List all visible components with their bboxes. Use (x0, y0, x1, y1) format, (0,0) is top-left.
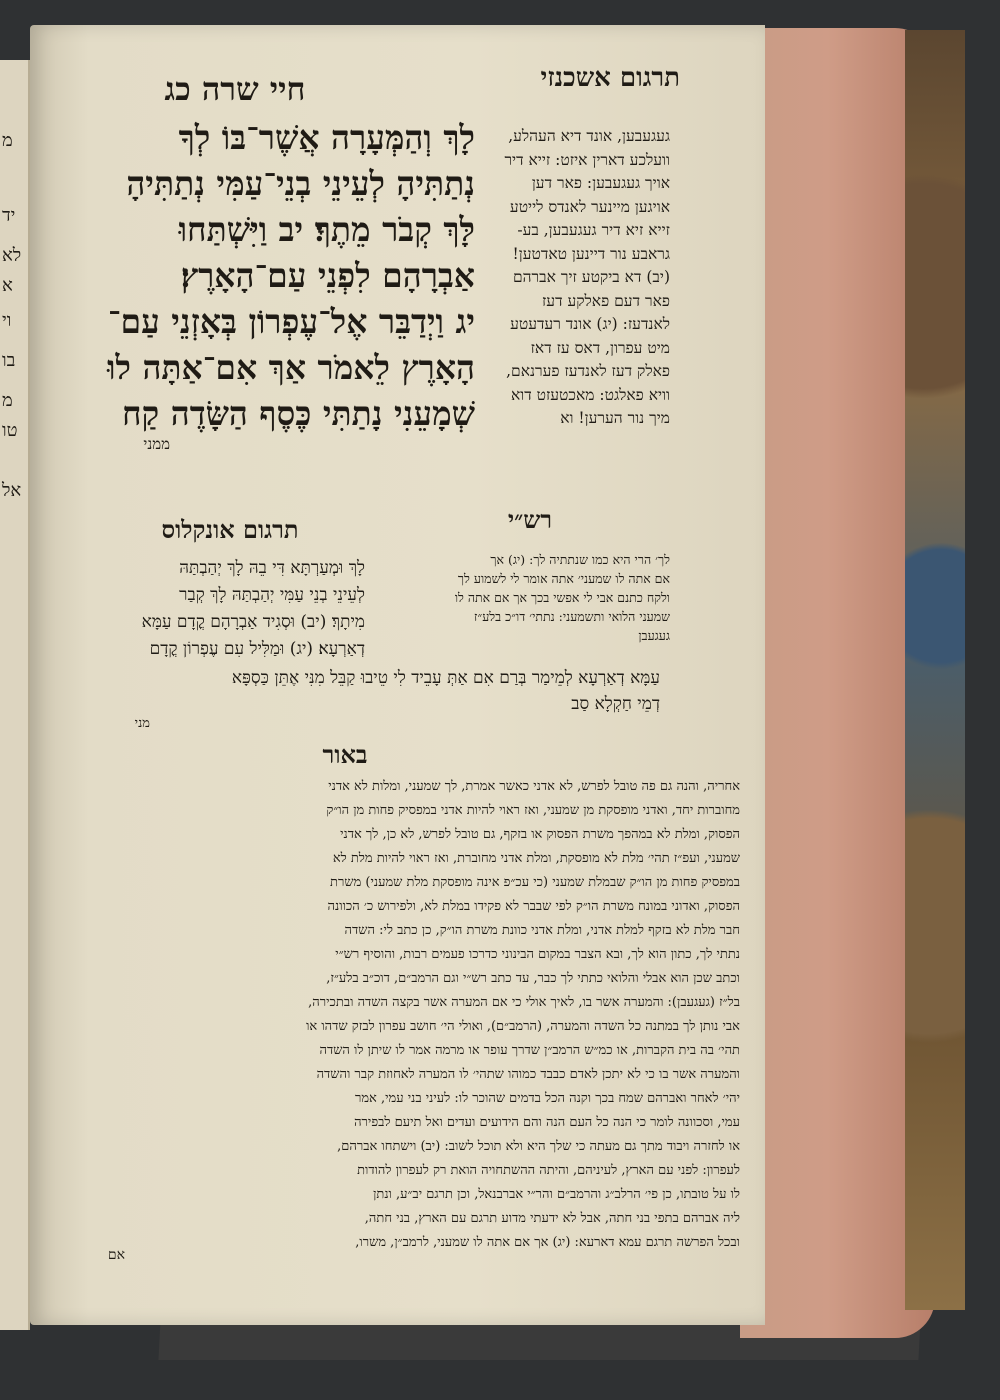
verse-line: הָאָרֶץ לֵאמֹר אַךְ אִם־אַתָּה לוּ (107, 348, 475, 387)
biur-line: ליה אברהם בתפי בני חתה, אבל לא ידעתי מדוע תרגם עם הארץ, בני חתה, (364, 1211, 740, 1226)
rashi-line: לך׳ הרי היא כמו שנתתיה לך: (יג) אך (490, 552, 670, 567)
biur-line: וכתב שכן הוא אבלי והלואי כתתי לך כבר, עד כתב רש״י וגם הרמב״ם, דוכ״ב בלע״ז, (326, 971, 740, 986)
marbled-cover-edge (905, 30, 965, 1310)
rashi-line: געגעבן (638, 628, 670, 643)
biur-line: יהי׳ לאחר ואברהם שמח בכך וקנה הכל בדמים שהוכר לו: לעיני בני עמי, אמר (354, 1091, 740, 1106)
biur-line: ובכל הפרשה תרגם עמא דארעא: (יג) אך אם אתה לו שמעני, לרמב״ן, משרו, (355, 1235, 740, 1250)
facing-page-glyph: מ (2, 130, 13, 151)
facing-page-glyph: טו (2, 420, 18, 441)
facing-page-glyph: וי (2, 310, 12, 331)
biur-line: תהי׳ בה בית הקברות, או כמ״ש הרמב״ן שדרך עופר או מרמה אמר לו שיתן לו השדה (319, 1043, 740, 1058)
translation-line: געגעבען, אונד דיא העהלע, (508, 127, 670, 145)
facing-page-glyph: מ (2, 390, 13, 411)
verse-main-text (45, 115, 475, 437)
biur-line: לעפרון: לפני עם הארץ, לעיניהם, והיתה ההשתחויה הואת רק לעפרון להודות (357, 1163, 740, 1178)
onkelos-line: מִיתָךְ׃ (יב) וּסְגִיד אַבְרָהָם קֳדָם עַמָּא (141, 612, 365, 632)
biur-line: נתתי לך, כתון הוא לך, ובא הצבר במקום הבינוני כדרכו פעמים רבות, והוסיף רש״י (335, 947, 740, 962)
facing-page-glyph: אל (2, 480, 22, 501)
onkelos-continuation (60, 665, 660, 717)
biur-line: הפסוק, ואדוני במונח משרת הו״ק לפי שבבר לא פקידו במלת לא, ולפירוש כ׳ הכוונה (327, 899, 740, 914)
translation-line: אויגען מיינער לאנדס לייטע (509, 197, 670, 216)
biur-line: או לחזרה ויבוד מתך גם מעתה כי שלך היא ולא תוכל לשוב: (יב) וישתחו אברהם, (337, 1139, 740, 1154)
biur-line: אבי נותן לך במתנה כל השדה והמערה, (הרמב״ם), ואולי הי׳ חושב עפרון לבזק שדהו או (306, 1019, 740, 1034)
verse-line: לָךְ וְהַמְּעָרָה אֲשֶׁר־בּוֹ לְךָ (178, 118, 475, 157)
biur-line: חבר מלת לא בזקף למלת אדני, ומלת אדני כוונת משרת הו״ק, כן כתב לי: השדה (344, 923, 740, 938)
verse-line: לָּךְ קְבֹר מֵתֶךָ׃ יב וַיִּשְׁתַּחוּ (178, 210, 475, 249)
translation-line: גראבע נור דיינען טאדטען! (512, 244, 670, 263)
onkelos-line: דְאַרְעָא׃ (יג) וּמַלִּיל עִם עֶפְרוֹן קֳדָם (149, 639, 365, 659)
biur-line: בל״ז (געגעבן): והמערה אשר בו, לאיך אולי כי אם המערה אשר בקצה השדה ובתכירה, (308, 995, 740, 1010)
biur-line: מחוברות יחד, ואדני מופסקת מן שמעני, ואז ראוי להיות אדני במפסיק פחות מן הו״ק (326, 803, 740, 818)
biur-line: במפסיק פחות מן הו״ק שבמלת שמעני (כי עכ״פ אינה מופסקת מלת שמעני) משרת (330, 875, 740, 890)
catchword-onkelos: מני (134, 716, 150, 731)
translation-line: וויא פאלגט: מאכטעזט דוא (510, 385, 670, 404)
biur-line: לו על טובתו, כן פי׳ הרלב״ג והרמב״ם והר״י אברבנאל, וכן תרגם יב״ע, ונתן (373, 1187, 740, 1202)
onkelos-line: לְעֵינֵי בְנֵי עַמִּי יְהַבְתַּהּ לָךְ קְבַר (179, 585, 365, 605)
verse-line: שְׁמָעֵנִי נָתַתִּי כֶּסֶף הַשָּׂדֶה קַח (122, 394, 475, 433)
facing-page-glyph: לא (2, 245, 22, 266)
rashi-column (370, 550, 670, 645)
onkelos-continuation-line: דְמֵי חַקְלָא סַב (571, 694, 660, 714)
rashi-line: ולקח כתנם אבי לי אפשי בכך אך אם אתה לו (454, 590, 670, 605)
onkelos-heading: תרגום אונקלוס (161, 515, 299, 544)
catchword-biur: אם (107, 1247, 125, 1263)
onkelos-continuation-line: עַמָּא דְאַרְעָא לְמֵימַר בְּרַם אִם אַתְּ עָבֵיד לִי טֵיבוּ קַבֵּל מִנִּי אֶתֵּן כַּסְפָּא (231, 668, 660, 688)
running-header-parasha: חיי שרה כג (164, 70, 306, 108)
biur-line: והמערה אשר בו כי לא יתכן לאדם כבבד כמוהו שתהי׳ לו המערה לאחוזת קבר והשדה (316, 1067, 740, 1082)
facing-page-glyph: בו (2, 350, 16, 371)
rashi-line: שמעני הלואי ותשמעני: נתתי׳ דו״כ בלע״ז (474, 609, 670, 624)
verse-line: אַבְרָהָם לִפְנֵי עַם־הָאָרֶץ׃ (180, 256, 475, 295)
catchword-main: ממני (143, 435, 170, 453)
onkelos-line: לָךְ וּמְעַרְתָּא דִּי בֵהּ לָךְ יְהַבְתַּהּ (179, 558, 365, 578)
verse-line: נְתַתִּיהָ לְעֵינֵי בְנֵי־עַמִּי נְתַתִּיהָ (126, 164, 475, 203)
translation-line: זייא זיא דיר געגעבען, בע- (517, 221, 670, 239)
facing-page-glyph: יד (2, 205, 16, 226)
biur-line: אחריה, והנה גם פה טובל לפרש, לא אדני כאשר אמרת, לך שמעני, ומלות לא אדני (328, 779, 740, 794)
rashi-heading: רש״י (507, 505, 553, 534)
rashi-line: אם אתה לו שמעני׳ אתה אומר לי לשמוע לך (457, 571, 670, 586)
book-page (30, 25, 765, 1325)
german-translation-column (430, 125, 670, 431)
translation-line: לאנדעז: (יג) אונד רעדעטע (510, 315, 670, 333)
translation-line: אויך געגעבען: פאר דען (531, 174, 670, 192)
translation-line: פאר דעם פאלקע דעז (541, 291, 670, 310)
biur-line: הפסוק, ומלת לא במהפך משרת הפסוק או בזקף, גם טובל לפרש, לא כן, לך אדני (340, 827, 740, 842)
onkelos-column (45, 555, 365, 663)
translation-line: פאלק דעז לאנדעז פערנאם, (506, 362, 670, 380)
facing-page-glyph: א (2, 275, 13, 296)
verse-line: יג וַיְדַבֵּר אֶל־עֶפְרוֹן בְּאָזְנֵי עַם־ (107, 302, 475, 341)
translation-line: וועלכע דארין איזט: זייא דיר (504, 150, 670, 169)
biur-commentary (50, 775, 740, 1255)
facing-page-edge (0, 60, 30, 1330)
running-header-translation: תרגום אשכנזי (540, 63, 680, 93)
biur-line: שמעני, ועפ״ז תהי׳ מלת לא מופסקת, ומלת אדני מחוברת, ואז ראוי להיות מלת לא (332, 851, 740, 866)
translation-line: (יב) דא ביקטע זיך אברהם (512, 268, 670, 286)
translation-line: מיך נור הערען! וא (560, 409, 670, 427)
biur-line: עמי, וסכוונה לומר כי הנה כל העם הנה והם הידועים ועדים ואל תיעם לבפירה (354, 1115, 740, 1130)
biur-heading: באור (322, 740, 368, 769)
translation-line: מיט עפרון, דאס עז דאז (530, 338, 670, 357)
